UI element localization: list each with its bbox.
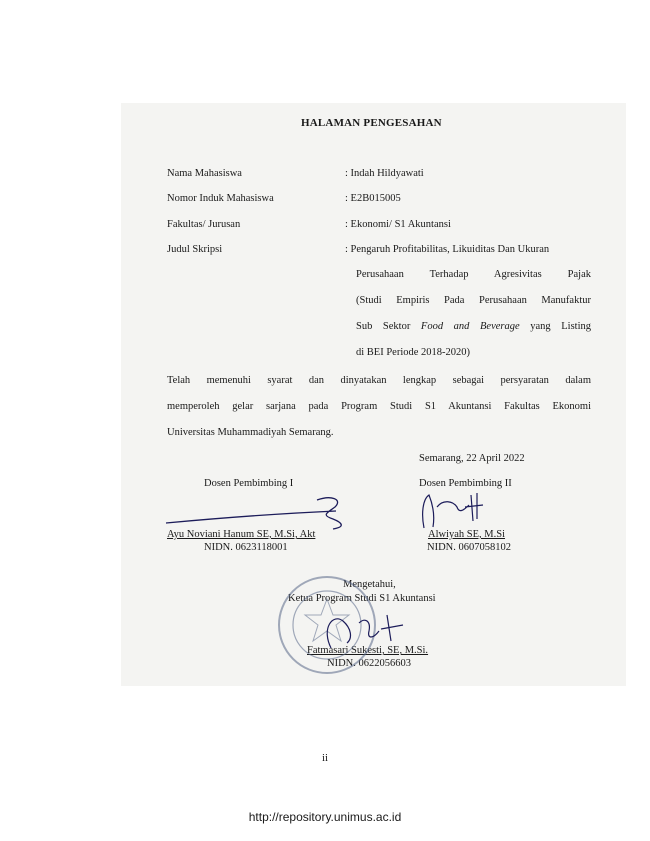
head-nidn: NIDN. 0622056603 [327,658,411,669]
page-number: ii [321,752,329,764]
thesis-title-part: Sub Sektor [356,321,421,332]
signature-supervisor2 [423,493,483,528]
supervisor1-role: Dosen Pembimbing I [204,478,294,489]
field-label-thesis: Judul Skripsi [167,244,223,255]
supervisor1-name: Ayu Noviani Hanum SE, M.Si, Akt [167,529,316,540]
supervisor1-nidn: NIDN. 0623118001 [204,542,288,553]
field-value-thesis: : Pengaruh Profitabilitas, Likuiditas Dan Ukuran [345,244,550,255]
thesis-title-line: Perusahaan Terhadap Agresivitas Pajak [356,269,591,280]
field-value-faculty: : Ekonomi/ S1 Akuntansi [345,219,451,230]
field-label-nim: Nomor Induk Mahasiswa [167,193,274,204]
signature-head [327,615,403,648]
scanned-page [121,103,626,686]
thesis-title-line: (Studi Empiris Pada Perusahaan Manufaktur [356,295,591,306]
thesis-title-line: di BEI Periode 2018-2020) [356,347,471,358]
head-name: Fatmasari Sukesti, SE, M.Si. [307,645,429,656]
thesis-title-part: yang Listing [519,321,591,332]
university-stamp [279,577,375,673]
field-value-nim: : E2B015005 [345,193,401,204]
head-role: Ketua Program Studi S1 Akuntansi [288,593,436,604]
page-title: HALAMAN PENGESAHAN [301,117,442,129]
field-value-name: : Indah Hildyawati [345,168,424,179]
repository-url[interactable]: http://repository.unimus.ac.id [248,810,402,824]
acknowledged-label: Mengetahui, [343,579,396,590]
supervisor2-nidn: NIDN. 0607058102 [427,542,511,553]
thesis-title-italic: Food and Beverage [420,321,520,332]
signatures-and-stamp [121,103,626,686]
statement-line: Telah memenuhi syarat dan dinyatakan lengkap sebagai persyaratan dalam [167,375,591,386]
statement-line: memperoleh gelar sarjana pada Program Studi S1 Akuntansi Fakultas Ekonomi [167,401,591,412]
field-label-faculty: Fakultas/ Jurusan [167,219,241,230]
field-label-name: Nama Mahasiswa [167,168,242,179]
statement-line: Universitas Muhammadiyah Semarang. [167,427,334,438]
supervisor2-role: Dosen Pembimbing II [419,478,512,489]
supervisor2-name: Alwiyah SE, M.Si [428,529,506,540]
place-date: Semarang, 22 April 2022 [419,453,525,464]
signature-supervisor1 [166,498,341,529]
